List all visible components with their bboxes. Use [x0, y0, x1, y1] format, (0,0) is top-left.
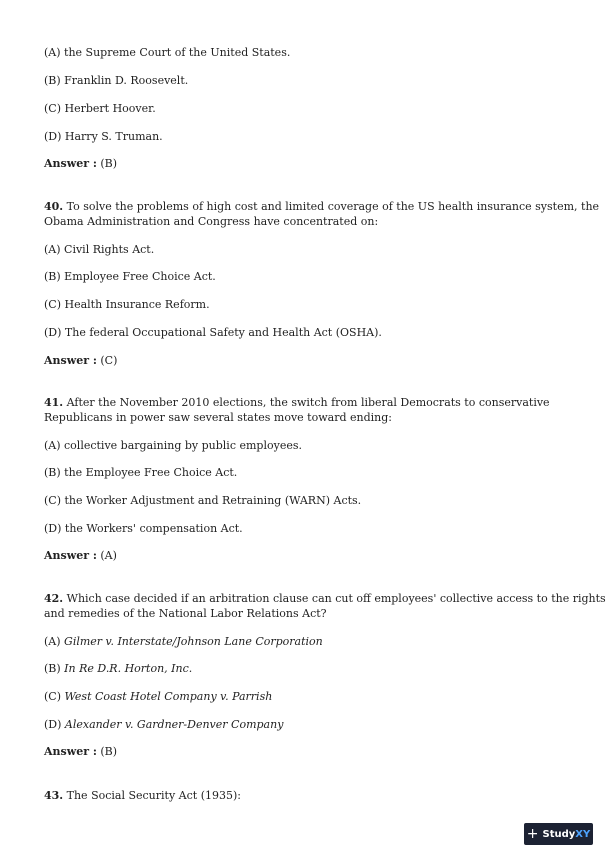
q42-text-line1: [44, 592, 606, 606]
q43-text: [44, 789, 241, 803]
answer-value: (B): [100, 745, 118, 758]
question-number: 42.: [44, 592, 64, 605]
q41-option-c: (C) the Worker Adjustment and Retraining (WARN) Acts.: [44, 494, 362, 507]
answer-label: Answer :: [44, 157, 97, 170]
answer-label: Answer :: [44, 549, 97, 562]
question-number: 40.: [44, 200, 64, 213]
q40-option-a: (A) Civil Rights Act.: [44, 243, 155, 256]
option-text: In Re D.R. Horton, Inc.: [64, 662, 193, 675]
q40-option-c: (C) Health Insurance Reform.: [44, 298, 210, 311]
q39-option-d: (D) Harry S. Truman.: [44, 130, 163, 143]
option-letter: (D): [44, 718, 62, 731]
option-text: Gilmer v. Interstate/Johnson Lane Corporation: [64, 635, 323, 648]
q41-option-a: (A) collective bargaining by public employees.: [44, 439, 302, 452]
answer-label: Answer :: [44, 354, 97, 367]
q41-text-line2: Republicans in power saw several states move toward ending:: [44, 411, 392, 424]
option-text: West Coast Hotel Company v. Parrish: [64, 690, 273, 703]
plus-icon: +: [526, 826, 539, 842]
question-text: To solve the problems of high cost and limited coverage of the US health insurance system, the: [66, 200, 600, 213]
q42-text-line2: and remedies of the National Labor Relations Act?: [44, 607, 327, 620]
option-letter: (C): [44, 690, 61, 703]
q42-answer: [44, 745, 117, 759]
question-text: The Social Security Act (1935):: [66, 789, 241, 802]
q40-option-b: (B) Employee Free Choice Act.: [44, 270, 216, 283]
studyxy-logo[interactable]: [524, 823, 593, 845]
answer-value: (A): [100, 549, 117, 562]
q42-option-a: [44, 635, 323, 649]
q40-text-line1: [44, 200, 599, 214]
q39-answer: [44, 157, 117, 171]
answer-label: Answer :: [44, 745, 97, 758]
q42-option-b: [44, 662, 192, 676]
logo-text: StudyXY: [542, 828, 591, 840]
question-number: 41.: [44, 396, 64, 409]
answer-value: (B): [100, 157, 118, 170]
q40-option-d: (D) The federal Occupational Safety and Health Act (OSHA).: [44, 326, 382, 339]
q39-option-c: (C) Herbert Hoover.: [44, 102, 156, 115]
q41-text-line1: [44, 396, 550, 410]
q41-option-d: (D) the Workers' compensation Act.: [44, 522, 243, 535]
question-text: Which case decided if an arbitration clause can cut off employees' collective access to the rights: [66, 592, 606, 605]
q39-option-b: (B) Franklin D. Roosevelt.: [44, 74, 189, 87]
answer-value: (C): [100, 354, 118, 367]
q41-option-b: (B) the Employee Free Choice Act.: [44, 466, 238, 479]
option-letter: (A): [44, 635, 61, 648]
q40-answer: [44, 354, 117, 368]
option-letter: (B): [44, 662, 61, 675]
q39-option-a: (A) the Supreme Court of the United States.: [44, 46, 291, 59]
q42-option-c: [44, 690, 272, 704]
option-text: Alexander v. Gardner-Denver Company: [64, 718, 284, 731]
q40-text-line2: Obama Administration and Congress have concentrated on:: [44, 215, 379, 228]
question-number: 43.: [44, 789, 64, 802]
q42-option-d: [44, 718, 283, 732]
question-text: After the November 2010 elections, the switch from liberal Democrats to conservative: [66, 396, 550, 409]
q41-answer: [44, 549, 117, 563]
